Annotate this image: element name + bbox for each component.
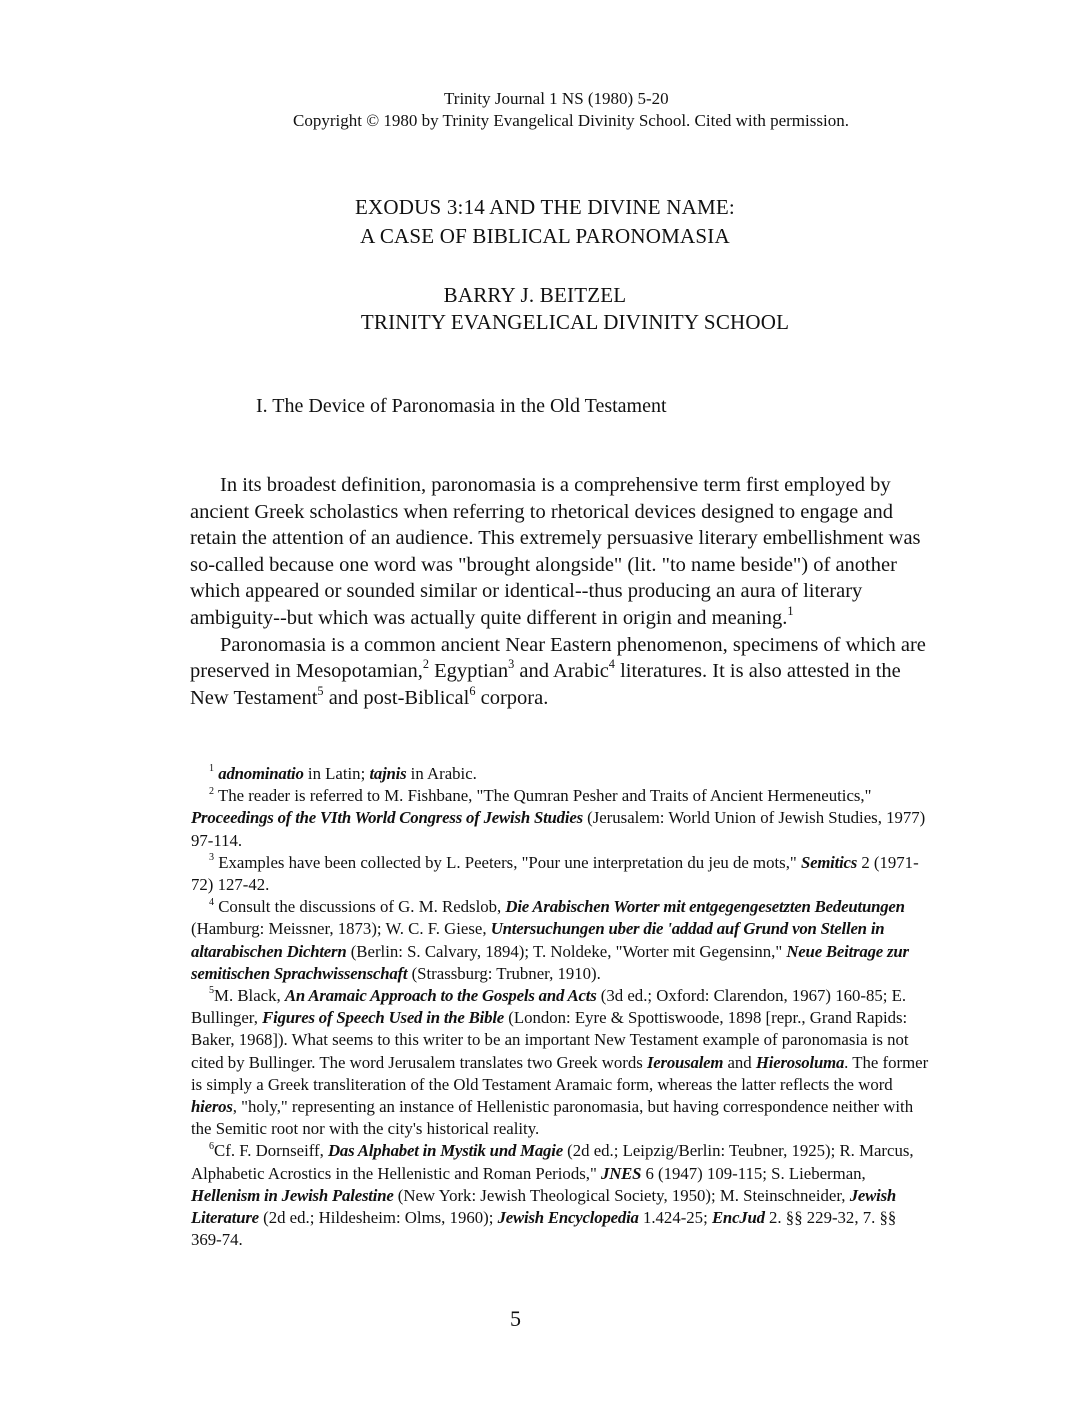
italic-title: Hierosoluma [755, 1052, 845, 1072]
footnote-6: $^6$Cf. F. Dornseiff, Das Alphabet in Mystik und Magie (2d ed.; Leipzig/Berlin: Teubner, 1925); R. Marcus, Alphabetic Acrostics in the Hellenistic and Roman Periods," JNES 6 (1947) 109-115; S. Lieberman, Hellenism in Jewish Palestine (New York: Jewish Theological Society, 1950); M. Steinschneider, Jewish Literature (2d ed.; Hildesheim: Olms, 1960); Jewish Encyclopedia 1.424-25; EncJud 2. §§ 229-32, 7. §§ 369-74. [191, 1140, 914, 1250]
italic-title: Das Alphabet in Mystik und Magie [328, 1141, 563, 1161]
italic-title: hieros [191, 1097, 233, 1117]
footnote-marker: 6 [469, 683, 476, 698]
italic-title: Jewish Encyclopedia [497, 1208, 639, 1228]
italic-title: adnominatio [218, 764, 304, 783]
italic-title: Hellenism in Jewish Palestine [191, 1185, 394, 1205]
article-title-line-1: EXODUS 3:14 AND THE DIVINE NAME: [355, 195, 735, 219]
author-affiliation: TRINITY EVANGELICAL DIVINITY SCHOOL [360, 310, 790, 334]
italic-title: Figures of Speech Used in the Bible [262, 1008, 505, 1028]
italic-title: JNES [601, 1163, 642, 1183]
body-text [190, 472, 940, 711]
italic-title: Die Arabischen Worter mit entgegengesetzten Bedeutungen [505, 897, 905, 917]
footnote-2: $^2$ The reader is referred to M. Fishbane, "The Qumran Pesher and Traits of Ancient Hermeneutics," Proceedings of the VIth World Congress of Jewish Studies (Jerusalem: World Union of Jewish Studies, 1977) 97-114. [191, 785, 926, 850]
footnote-marker: 5 [317, 683, 324, 698]
footnote-marker: 1 [787, 604, 794, 619]
footnote-marker: 4 [209, 896, 215, 908]
italic-title: Jewish Literature [191, 1185, 897, 1228]
italic-title: Untersuchungen uber die 'addad auf Grund von Stellen in altarabischen Dichtern [191, 919, 885, 961]
footnote-marker: 4 [608, 657, 615, 672]
footnote-5: $^5$M. Black, An Aramaic Approach to the Gospels and Acts (3d ed.; Oxford: Clarendon, 1967) 160-85; E. Bullinger, Figures of Speech Used in the Bible (London: Eyre & Spottiswoode, 1898 [repr., Grand Rapids: Baker, 1968]). What seems to this writer to be an important New Testament example of paronomasia is not cited by Bullinger. The word Jerusalem translates two Greek words Ierousalem and Hierosoluma. The former is simply a Greek transliteration of the Old Testament Aramaic form, whereas the latter reflects the word hieros, "holy," representing an instance of Hellenistic paronomasia, but having correspondence neither with the Semitic root nor with the city's historical reality. [191, 985, 929, 1139]
section-heading: I. The Device of Paronomasia in the Old Testament [256, 395, 667, 417]
body-paragraph: Paronomasia is a common ancient Near Eastern phenomenon, specimens of which are preserved in Mesopotamian,$^2$ Egyptian$^3$ and Arabic$^4$ literatures. It is also attested in the New Testament$^5$ and post-Biblical$^6$ corpora. [190, 633, 926, 709]
footnote-marker: 5 [209, 985, 215, 997]
footnote-marker: 6 [209, 1140, 215, 1152]
italic-title: Ierousalem [646, 1052, 724, 1072]
footnote-marker: 2 [209, 785, 215, 797]
footnote-marker: 2 [422, 657, 429, 672]
body-paragraph: In its broadest definition, paronomasia is a comprehensive term first employed by ancient Greek scholastics when referring to rhetorical devices designed to engage and retain the attention of an audience. This extremely persuasive literary embellishment was so-called because one word was "brought alongside" (lit. "to name beside") of another which appeared or sounded similar or identical--thus producing an aura of literary ambiguity--but which was actually quite different in origin and meaning.$^1$ [190, 474, 921, 629]
author-name: BARRY J. BEITZEL [443, 283, 627, 307]
footnote-4: $^4$ Consult the discussions of G. M. Redslob, Die Arabischen Worter mit entgegengesetzten Bedeutungen (Hamburg: Meissner, 1873); W. C. F. Giese, Untersuchungen uber die 'addad auf Grund von Stellen in altarabischen Dichtern (Berlin: S. Calvary, 1894); T. Noldeke, "Worter mit Gegensinn," Neue Beitrage zur semitischen Sprachwissenschaft (Strassburg: Trubner, 1910). [191, 896, 909, 983]
italic-title: Neue Beitrage zur semitischen Sprachwissenschaft [191, 941, 909, 983]
italic-title: EncJud [711, 1208, 765, 1228]
footnote-marker: 3 [209, 852, 215, 864]
italic-title: Proceedings of the VIth World Congress of Jewish Studies [191, 808, 583, 828]
footnote-marker: 1 [209, 763, 215, 775]
footnote-3: $^3$ Examples have been collected by L. Peeters, "Pour une interpretation du jeu de mots," Semitics 2 (1971-72) 127-42. [191, 852, 919, 895]
footnote-1: $^1$ adnominatio in Latin; tajnis in Arabic. [209, 763, 477, 783]
footnotes [191, 763, 931, 1251]
copyright-notice: Copyright © 1980 by Trinity Evangelical Divinity School. Cited with permission. [293, 111, 849, 130]
italic-title: An Aramaic Approach to the Gospels and Acts [284, 986, 597, 1006]
footnote-marker: 3 [508, 657, 515, 672]
article-title-line-2: A CASE OF BIBLICAL PARONOMASIA [360, 224, 730, 248]
italic-title: Semitics [800, 852, 858, 872]
page-number: 5 [510, 1306, 521, 1331]
italic-title: tajnis [369, 764, 407, 783]
journal-citation: Trinity Journal 1 NS (1980) 5-20 [444, 89, 669, 108]
